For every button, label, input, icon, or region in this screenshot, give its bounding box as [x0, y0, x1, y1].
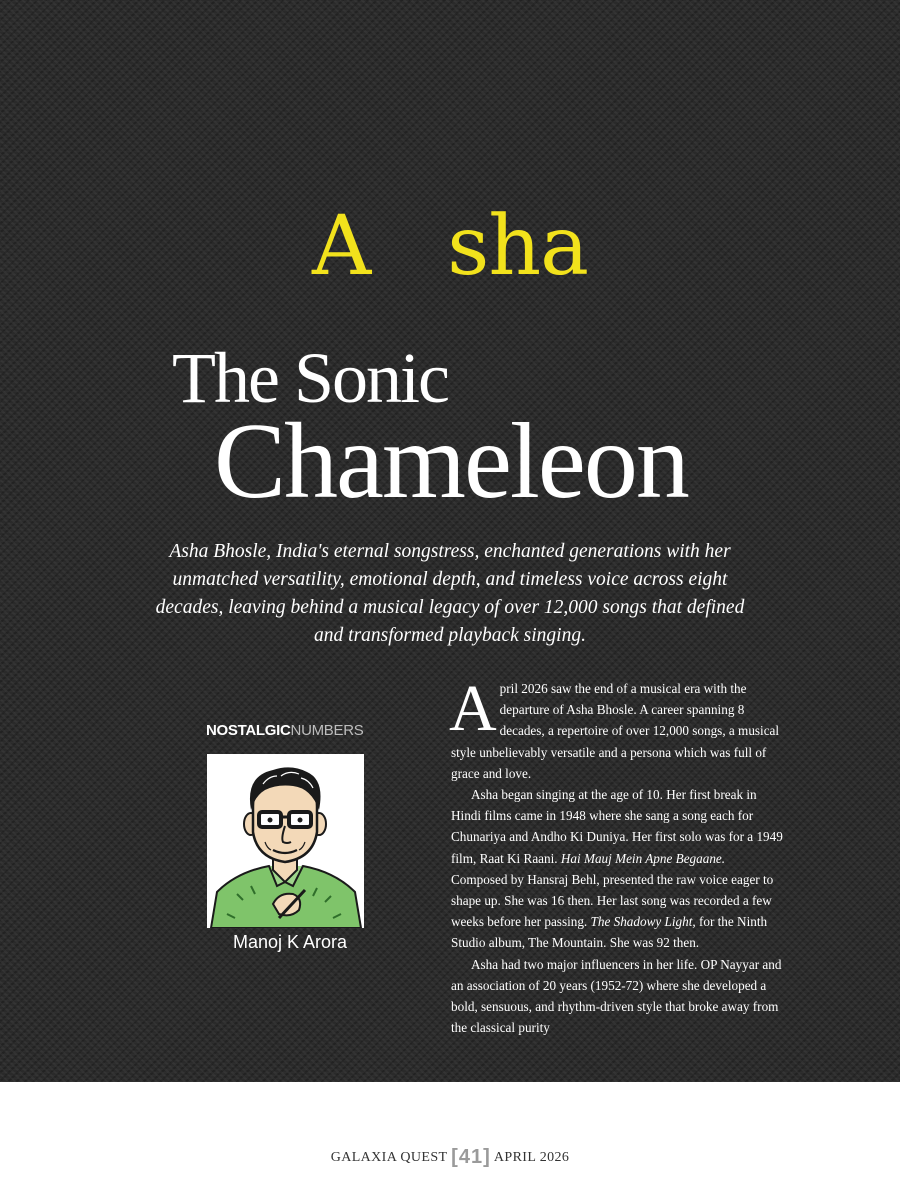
- column-label-light: NUMBERS: [290, 722, 364, 739]
- title-chameleon: Chameleon: [214, 402, 688, 521]
- article-paragraph: [451, 954, 784, 1039]
- title-asha: A sha: [311, 199, 589, 294]
- page-footer: [0, 1146, 900, 1169]
- paragraph-text: Asha had two major influencers in her life. OP Nayyar and an association of 20 years (1952-72) where she developed a bold, sensuous, and rhythm-driven style that broke away from the classical purity: [451, 956, 782, 1036]
- page-number: [41]: [451, 1146, 491, 1168]
- paragraph-text: Composed by Hansraj Behl, presented the raw voice eager to shape up. She was 16 then. Her last song was recorded a few weeks before her passing.: [451, 871, 774, 930]
- paragraph-text: Asha began singing at the age of 10. Her first break in Hindi films came in 1948 where she sang a song each for Chunariya and Andho Ki Duniya. Her first solo was for a 1949 film, Raat Ki Raani.: [451, 787, 783, 866]
- title-the-sonic: The Sonic: [172, 338, 448, 418]
- standfirst: Asha Bhosle, India's eternal songstress, enchanted generations with her unmatched versatility, emotional depth, and timeless voice across eight decades, leaving behind a musical legacy of over 12,000 songs that defined and transformed playback singing.: [155, 541, 745, 646]
- song-title-italic: Hai Mauj Mein Apne Begaane.: [560, 850, 726, 866]
- issue-date: APRIL 2026: [493, 1150, 570, 1165]
- magazine-name: GALAXIA QUEST: [330, 1150, 448, 1165]
- author-name: Manoj K Arora: [232, 932, 348, 952]
- paragraph-text: pril 2026 saw the end of a musical era with the departure of Asha Bhosle. A career spanning 8 decades, a repertoire of over 12,000 songs, a musical style unbelievably versatile and a persona which was full of grace and love.: [451, 681, 780, 781]
- column-label: [206, 722, 366, 739]
- article-paragraph: [449, 672, 784, 784]
- article-paragraph: [451, 784, 784, 954]
- article-body: [449, 672, 784, 1038]
- paragraph-text: for the Ninth Studio album, The Mountain. She was 92 then.: [451, 914, 768, 951]
- song-title-italic: The Shadowy Light,: [590, 914, 696, 930]
- drop-cap: A: [449, 672, 497, 745]
- author-portrait-illustration: [207, 754, 364, 928]
- column-label-bold: NOSTALGIC: [206, 722, 291, 739]
- author-portrait-svg: [207, 754, 364, 928]
